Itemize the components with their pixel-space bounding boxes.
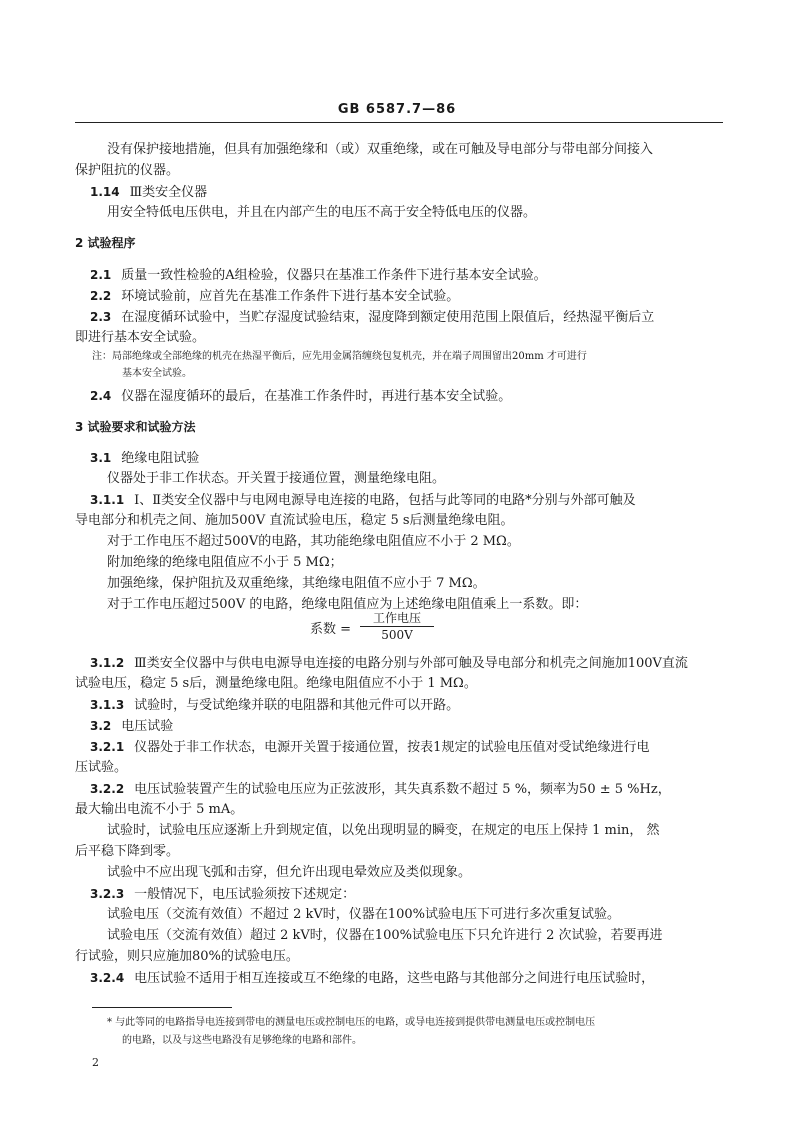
clause-2-2 — [90, 287, 459, 306]
clause-2-3 — [90, 308, 654, 327]
clause-3-2-2 — [90, 780, 671, 799]
clause-3-1-1 — [90, 491, 636, 510]
note-line: 注：局部绝缘或全部绝缘的机壳在热湿平衡后，应先用金属箔缠绕包复机壳，并在端子周围留出20mm 才可进行 — [92, 351, 587, 362]
clause-text: 仪器在湿度循环的最后，在基准工作条件时，再进行基本安全试验。 — [121, 389, 512, 404]
section-3-heading: 3 试验要求和试验方法 — [75, 420, 196, 434]
clause-number: 2.1 — [90, 268, 112, 282]
clause-number: 3.2.3 — [90, 887, 125, 901]
clause-3-2 — [90, 717, 173, 736]
clause-number: 3.1 — [90, 451, 112, 465]
paragraph-line: 试验中不应出现飞弧和击穿，但允许出现电晕效应及类似现象。 — [107, 865, 472, 880]
clause-text: 一般情况下，电压试验须按下述规定： — [134, 887, 356, 902]
paragraph-line: 试验电压，稳定 5 s后，测量绝缘电阻。绝缘电阻值应不小于 1 MΩ。 — [75, 676, 477, 691]
clause-text: Ⅲ类安全仪器中与供电电源导电连接的电路分别与外部可触及导电部分和机壳之间施加100V直流 — [134, 656, 688, 671]
paragraph-line: 没有保护接地措施，但具有加强绝缘和（或）双重绝缘，或在可触及导电部分与带电部分间接入 — [107, 142, 654, 157]
clause-number: 2.4 — [90, 389, 112, 403]
clause-number: 3.2.4 — [90, 971, 125, 985]
footnote-rule — [92, 1007, 232, 1008]
section-2-heading: 2 试验程序 — [75, 236, 136, 250]
clause-number: 3.1.2 — [90, 656, 125, 670]
header-rule — [75, 122, 723, 123]
clause-number: 2.3 — [90, 310, 112, 324]
coefficient-formula — [310, 609, 470, 645]
clause-3-2-4 — [90, 969, 654, 988]
paragraph-line: 试验电压（交流有效值）超过 2 kV时，仪器在100%试验电压下只允许进行 2 次试验，若要再进 — [107, 928, 663, 943]
footnote-line: * 与此等同的电路指导电连接到带电的测量电压或控制电压的电路，或导电连接到提供带电测量电压或控制电压 — [107, 1017, 596, 1028]
clause-text: Ⅰ、Ⅱ类安全仪器中与电网电源导电连接的电路，包括与此等同的电路*分别与外部可触及 — [134, 493, 636, 508]
clause-1-14 — [90, 183, 207, 202]
footnote-line: 的电路，以及与这些电路没有足够绝缘的电路和部件。 — [122, 1035, 362, 1046]
clause-text: 在湿度循环试验中，当贮存湿度试验结束，湿度降到额定使用范围上限值后，经热湿平衡后立 — [121, 310, 655, 325]
clause-title: 电压试验 — [121, 719, 174, 734]
clause-number: 2.2 — [90, 289, 112, 303]
paragraph-line: 对于工作电压不超过500V的电路，其功能绝缘电阻值应不小于 2 MΩ。 — [107, 534, 520, 549]
clause-3-1 — [90, 449, 199, 468]
formula-label: 系数 = — [310, 622, 352, 637]
fraction-bar — [360, 626, 434, 627]
document-header: GB 6587.7—86 — [337, 102, 457, 117]
paragraph-line: 仪器处于非工作状态。开关置于接通位置，测量绝缘电阻。 — [107, 471, 446, 486]
formula-numerator: 工作电压 — [372, 611, 421, 625]
paragraph-line: 附加绝缘的绝缘电阻值应不小于 5 MΩ； — [107, 555, 343, 570]
paragraph-line: 即进行基本安全试验。 — [75, 330, 206, 345]
paragraph-line: 试验时，试验电压应逐渐上升到规定值，以免出现明显的瞬变，在规定的电压上保持 1 min， 然 — [107, 823, 660, 838]
clause-3-1-3 — [90, 696, 459, 715]
formula-denominator: 500V — [381, 628, 413, 642]
clause-number: 1.14 — [90, 185, 120, 199]
clause-text: 仪器处于非工作状态，电源开关置于接通位置，按表1规定的试验电压值对受试绝缘进行电 — [134, 740, 650, 755]
clause-3-1-2 — [90, 654, 688, 673]
paragraph-line: 导电部分和机壳之间、施加500V 直流试验电压，稳定 5 s后测量绝缘电阻。 — [75, 513, 514, 528]
paragraph-line: 行试验，则只应施加80%的试验电压。 — [75, 949, 299, 964]
clause-number: 3.2 — [90, 719, 112, 733]
clause-text: 电压试验不适用于相互连接或互不绝缘的电路，这些电路与其他部分之间进行电压试验时， — [134, 971, 655, 986]
paragraph-line: 对于工作电压超过500V 的电路，绝缘电阻值应为上述绝缘电阻值乘上一系数。即： — [107, 597, 588, 612]
page-number: 2 — [92, 1056, 99, 1069]
clause-title: 绝缘电阻试验 — [121, 451, 200, 466]
paragraph-line: 保护阻抗的仪器。 — [75, 163, 180, 178]
clause-text: 试验时，与受试绝缘并联的电阻器和其他元件可以开路。 — [134, 698, 460, 713]
clause-text: 环境试验前，应首先在基准工作条件下进行基本安全试验。 — [121, 289, 460, 304]
clause-text: 电压试验装置产生的试验电压应为正弦波形，其失真系数不超过 5 %，频率为50 ± 5 %Hz， — [134, 782, 671, 797]
paragraph-line: 用安全特低电压供电，并且在内部产生的电压不高于安全特低电压的仪器。 — [107, 205, 537, 220]
clause-number: 3.1.3 — [90, 698, 125, 712]
clause-number: 3.2.1 — [90, 740, 125, 754]
clause-3-2-3 — [90, 885, 355, 904]
clause-number: 3.1.1 — [90, 493, 125, 507]
paragraph-line: 试验电压（交流有效值）不超过 2 kV时，仪器在100%试验电压下可进行多次重复试验。 — [107, 907, 620, 922]
paragraph-line: 加强绝缘，保护阻抗及双重绝缘，其绝缘电阻值不应小于 7 MΩ。 — [107, 576, 486, 591]
clause-2-4 — [90, 387, 511, 406]
paragraph-line: 后平稳下降到零。 — [75, 844, 180, 859]
clause-number: 3.2.2 — [90, 782, 125, 796]
note-line: 基本安全试验。 — [122, 368, 192, 379]
paragraph-line: 最大输出电流不小于 5 mA。 — [75, 802, 244, 817]
clause-3-2-1 — [90, 738, 649, 757]
clause-2-1 — [90, 266, 547, 285]
clause-text: 质量一致性检验的A组检验，仪器只在基准工作条件下进行基本安全试验。 — [121, 268, 547, 283]
paragraph-line: 压试验。 — [75, 760, 128, 775]
clause-title: Ⅲ类安全仪器 — [129, 185, 208, 200]
